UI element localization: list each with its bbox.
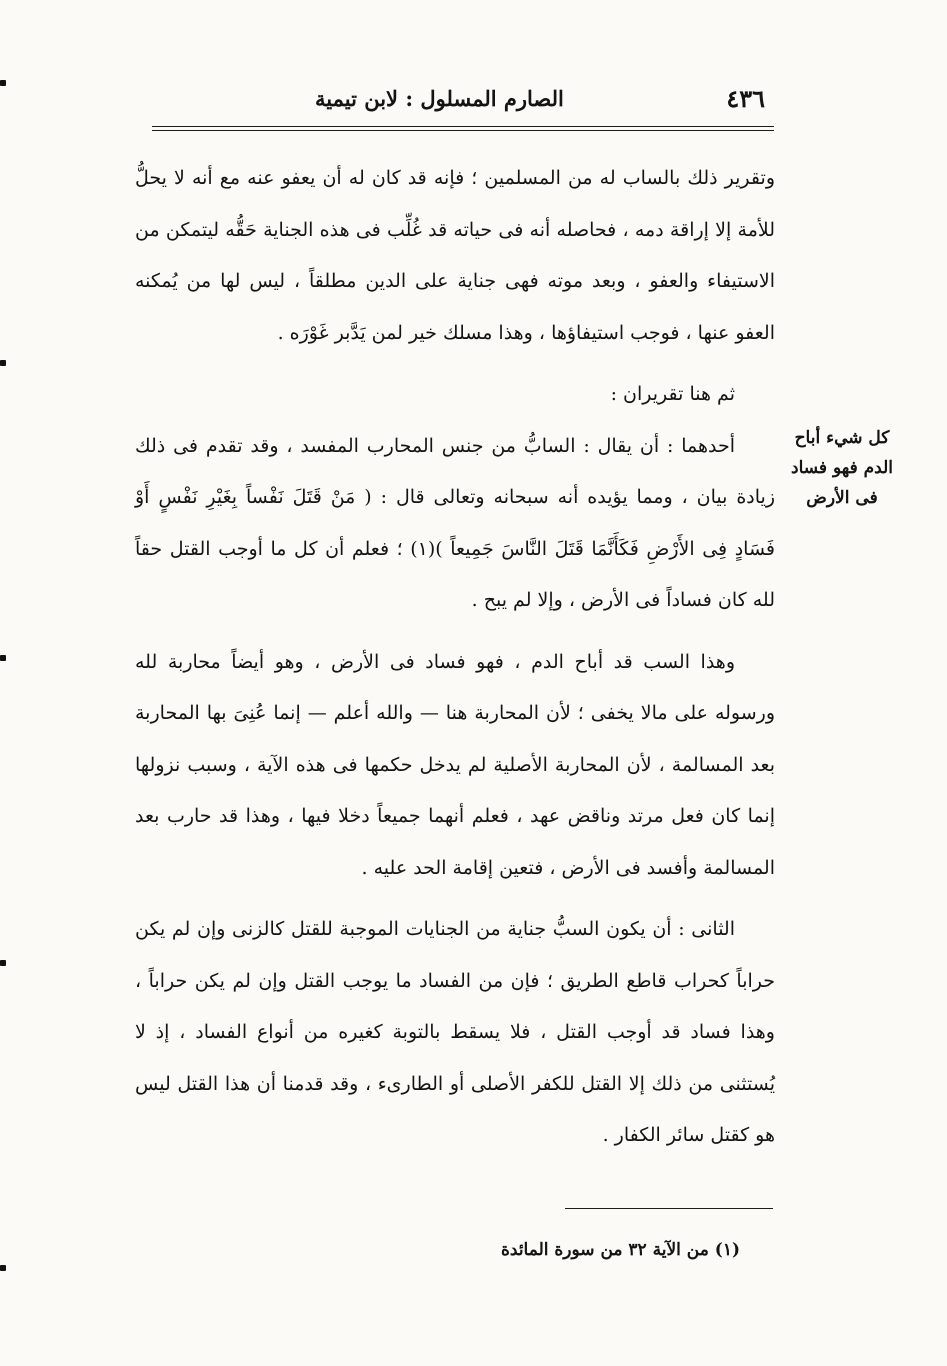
paragraph-2: ثم هنا تقريران : xyxy=(610,383,735,405)
scan-mark xyxy=(0,1265,6,1271)
paragraph-5: الثانى : أن يكون السبُّ جناية من الجنايات الموجبة للقتل كالزنى وإن لم يكن حراباً كحراب قاطع الطريق ؛ فإن من الفساد ما يوجب القتل وإن لم يكن حراباً ، وهذا فساد قد أوجب القتل ، فلا يسقط بالتوبة كغيره من أنواع الفساد ، إذ لا يُستثنى من ذلك إلا القتل للكفر الأصلى أو الطارىء ، وقد قدمنا أن هذا القتل ليس هو كقتل سائر الكفار . xyxy=(135,918,775,1146)
page-number: ٤٣٦ xyxy=(726,83,765,113)
body-text xyxy=(135,153,775,1162)
footnote-rule xyxy=(565,1208,773,1209)
scan-mark xyxy=(0,655,6,661)
page-header xyxy=(150,78,775,118)
running-title: الصارم المسلول : لابن تيمية xyxy=(315,85,564,111)
scan-mark xyxy=(0,360,6,366)
footnote: (١) من الآية ٣٢ من سورة المائدة xyxy=(501,1240,740,1260)
header-rule-thin xyxy=(152,130,774,131)
paragraph-1: وتقرير ذلك بالساب له من المسلمين ؛ فإنه قد كان له أن يعفو عنه مع أنه لا يحلُّ للأمة إلا إراقة دمه ، فحاصله أنه فى حياته قد غُلِّب فى هذه الجناية حَقُّه ليتمكن من الاستيفاء والعفو ، وبعد موته فهى جناية على الدين مطلقاً ، ليس لها من يُمكنه العفو عنها ، فوجب استيفاؤها ، وهذا مسلك خير لمن يَدَّبر غَوْرَه . xyxy=(135,167,775,344)
scan-mark xyxy=(0,960,6,966)
paragraph-4: وهذا السب قد أباح الدم ، فهو فساد فى الأرض ، وهو أيضاً محاربة لله ورسوله على مالا يخفى ؛ لأن المحاربة هنا — والله أعلم — إنما عُنِىَ بها المحاربة بعد المسالمة ، لأن المحاربة الأصلية لم يدخل حكمها فى هذه الآية ، وسبب نزولها إنما كان فعل مرتد وناقض عهد ، فعلم أنهما جميعاً دخلا فيها ، وهذا قد حارب بعد المسالمة وأفسد فى الأرض ، فتعين إقامة الحد عليه . xyxy=(135,650,775,879)
scan-mark xyxy=(0,80,6,86)
paragraph-3: أحدهما : أن يقال : السابُّ من جنس المحارب المفسد ، وقد تقدم فى ذلك زيادة بيان ، ومما يؤيده أنه سبحانه وتعالى قال : ( مَنْ قَتَلَ نَفْساً بِغَيْرِ نَفْسٍ أَوْ فَسَادٍ فِى الأَرْضِ فَكَأَنَّمَا قَتَلَ النَّاسَ جَمِيعاً )(١) ؛ فعلم أن كل ما أوجب القتل حقاً لله كان فساداً فى الأرض ، وإلا لم يبح . xyxy=(135,434,775,611)
header-rule xyxy=(152,126,774,127)
margin-note: كل شيء أباح الدم فهو فساد فى الأرض xyxy=(791,428,893,508)
